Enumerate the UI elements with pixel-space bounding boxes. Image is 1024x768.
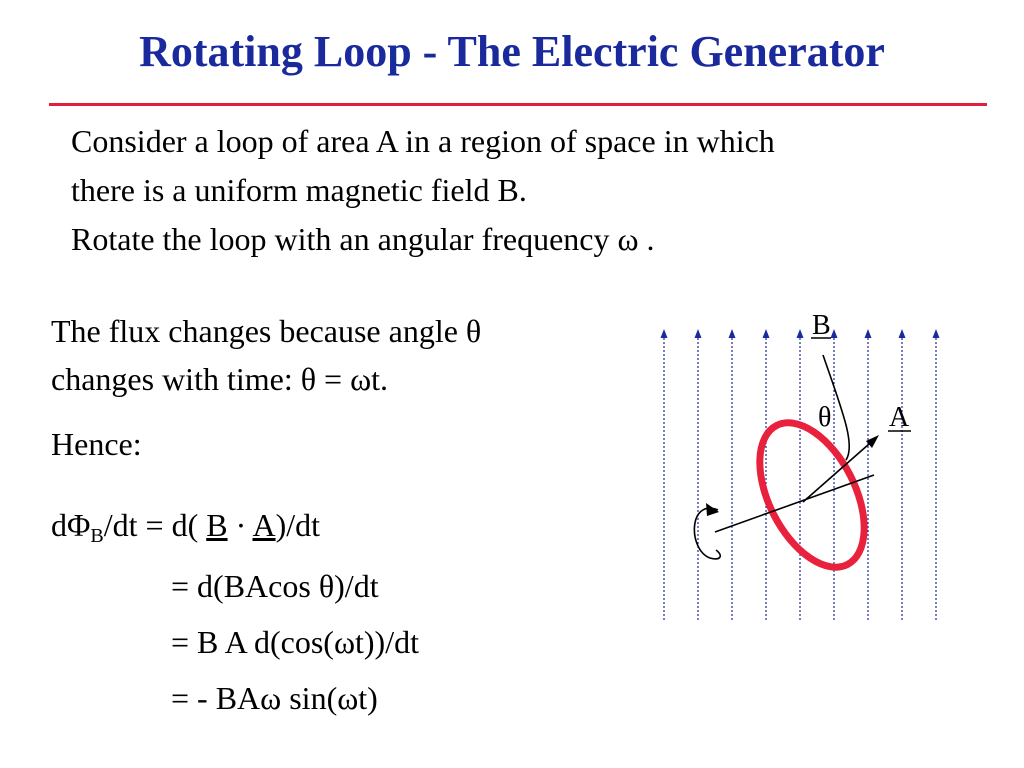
field-line-arrowhead [661,329,668,338]
field-line-arrowhead [933,329,940,338]
field-line-arrowhead [763,329,770,338]
angle-label-theta: θ [818,402,832,433]
eq1-vector-b: B [206,507,228,543]
area-vector [803,437,877,502]
eq1-rhs-suffix: )/dt [275,507,320,543]
field-line-arrowhead [899,329,906,338]
intro-line-1: Consider a loop of area A in a region of space in which [71,123,775,159]
intro-paragraph [71,117,991,264]
area-vector-label-a: A [889,402,910,433]
field-line-arrowhead [831,329,838,338]
field-line-arrowhead [797,329,804,338]
flux-explanation [51,307,481,403]
eq1-dot: · [227,507,253,543]
title-divider [49,103,987,106]
eq1-vector-a: A [252,507,276,543]
eq1-lhs-suffix: /dt = d( [103,507,207,543]
rotating-loop-diagram [640,300,960,630]
rotation-axis [715,475,874,532]
intro-line-3: Rotate the loop with an angular frequency ω . [71,221,655,257]
equation-1 [51,501,320,549]
equation-2: = d(BAcos θ)/dt [171,568,379,604]
flux-line-2: changes with time: θ = ωt. [51,361,389,397]
equation-4: = - BAω sin(ωt) [171,680,378,716]
flux-line-1: The flux changes because angle θ [51,313,482,349]
eq1-lhs-prefix: dΦ [51,507,91,543]
magnetic-field-lines [661,329,940,620]
eq1-subscript: B [90,525,104,547]
field-line-arrowhead [695,329,702,338]
hence-label: Hence: [51,426,142,462]
intro-line-2: there is a uniform magnetic field B. [71,172,527,208]
equation-3: = B A d(cos(ωt))/dt [171,624,419,660]
field-label-b: B [812,310,831,341]
field-line-arrowhead [865,329,872,338]
slide-title: Rotating Loop - The Electric Generator [139,27,885,76]
field-line-arrowhead [729,329,736,338]
